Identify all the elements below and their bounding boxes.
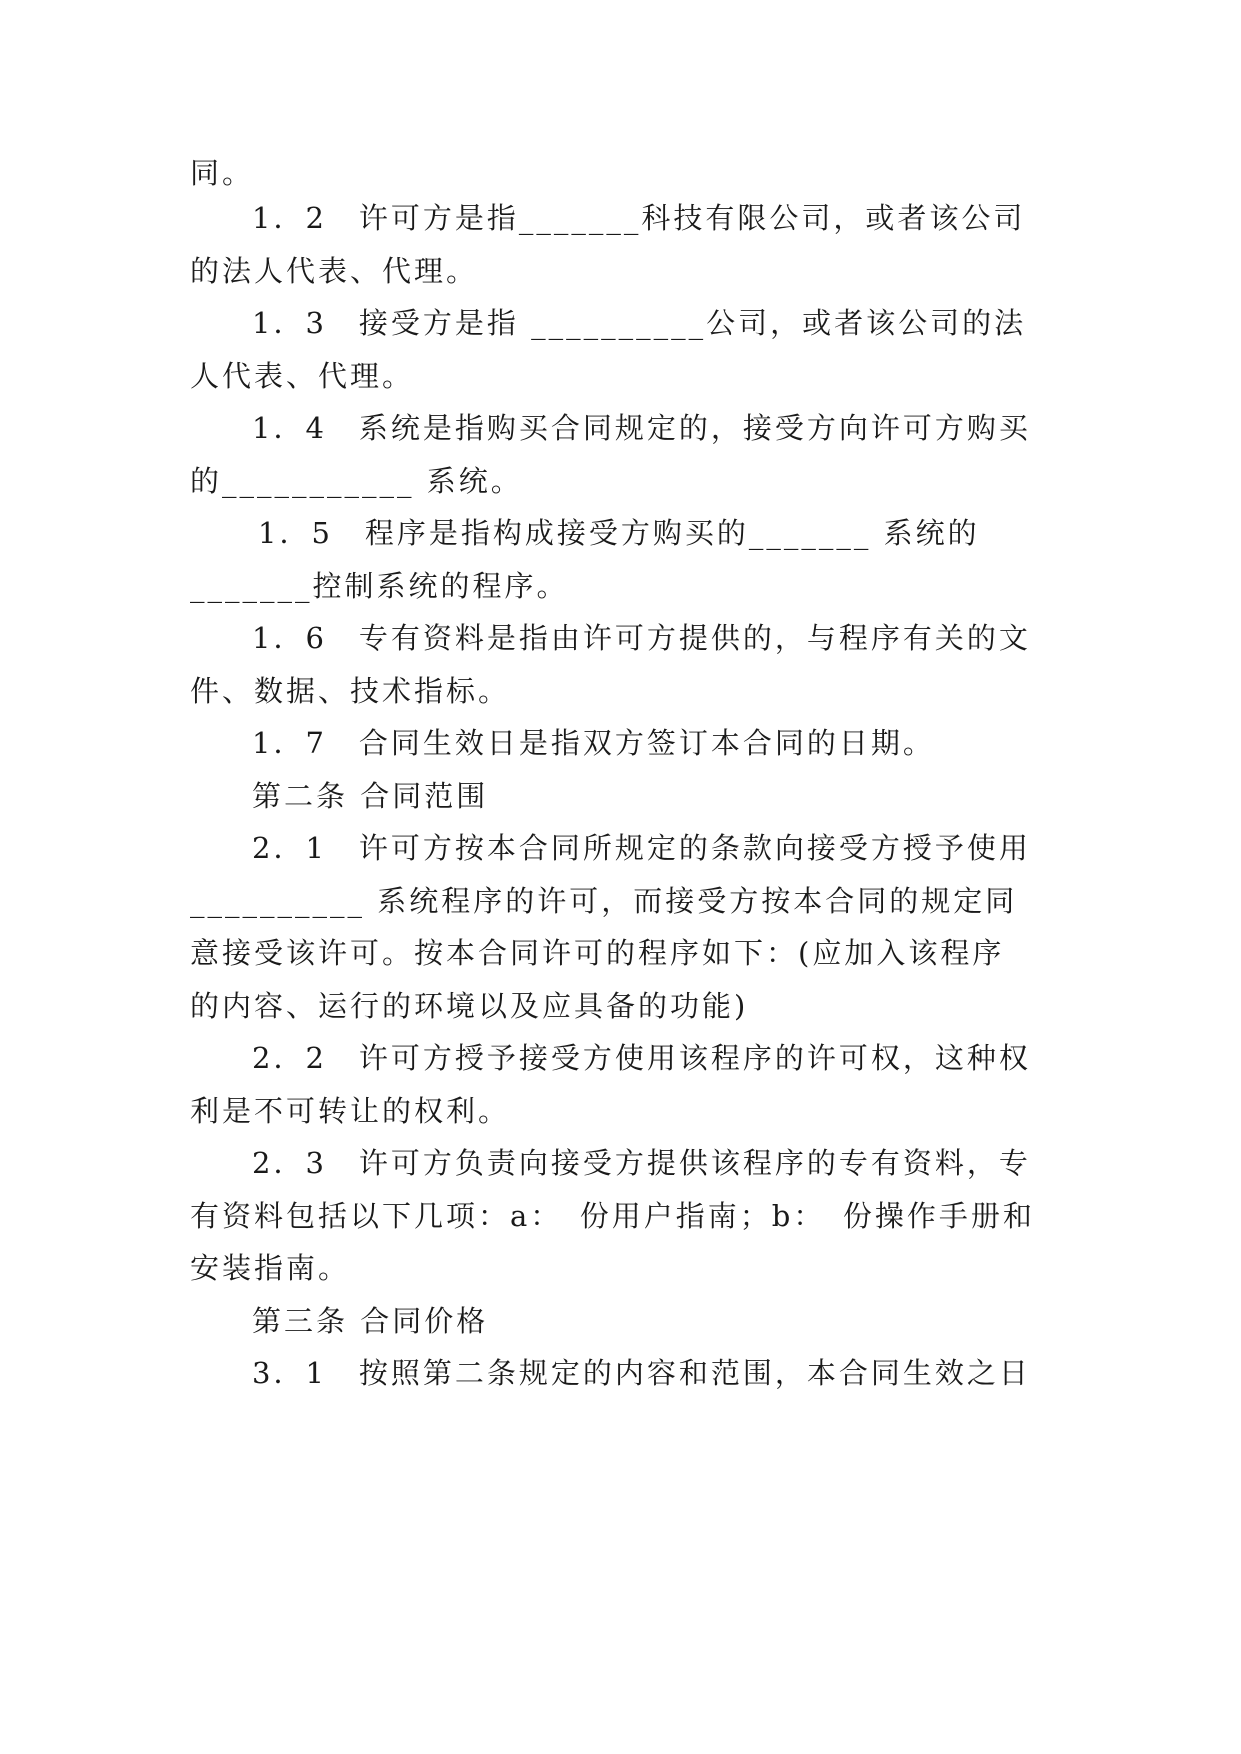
text-line: 有资料包括以下几项：a： 份用户指南；b： 份操作手册和 [190, 1199, 1035, 1233]
text-line: 同。 [190, 156, 255, 190]
text-line: __________ 系统程序的许可，而接受方按本合同的规定同 [190, 884, 1018, 918]
text-line: 的___________ 系统。 [190, 464, 523, 498]
section-heading: 第三条 合同价格 [252, 1304, 489, 1338]
text-line: 的内容、运行的环境以及应具备的功能) [190, 989, 749, 1023]
text-line: 2．1 许可方按本合同所规定的条款向接受方授予使用 [252, 831, 1031, 865]
text-line: 2．2 许可方授予接受方使用该程序的许可权，这种权 [252, 1041, 1031, 1075]
text-line: 2．3 许可方负责向接受方提供该程序的专有资料，专 [252, 1146, 1031, 1180]
text-line: 件、数据、技术指标。 [190, 674, 511, 708]
text-line: 意接受该许可。按本合同许可的程序如下：(应加入该程序 [190, 936, 1005, 970]
section-heading: 第二条 合同范围 [252, 779, 489, 813]
text-line: 1．2 许可方是指_______科技有限公司，或者该公司 [252, 201, 1026, 235]
text-line: 1．4 系统是指购买合同规定的，接受方向许可方购买 [252, 411, 1031, 445]
text-line: 的法人代表、代理。 [190, 254, 479, 288]
text-line: 人代表、代理。 [190, 359, 415, 393]
text-line: 1．3 接受方是指 __________公司，或者该公司的法 [252, 306, 1027, 340]
text-line: 安装指南。 [190, 1251, 351, 1285]
text-line: 利是不可转让的权利。 [190, 1094, 511, 1128]
text-line: 3．1 按照第二条规定的内容和范围，本合同生效之日 [252, 1356, 1031, 1390]
text-line: 1．5 程序是指构成接受方购买的_______ 系统的 [258, 516, 980, 550]
text-line: 1．7 合同生效日是指双方签订本合同的日期。 [252, 726, 935, 760]
text-line: _______控制系统的程序。 [190, 569, 569, 603]
text-line: 1．6 专有资料是指由许可方提供的，与程序有关的文 [252, 621, 1031, 655]
